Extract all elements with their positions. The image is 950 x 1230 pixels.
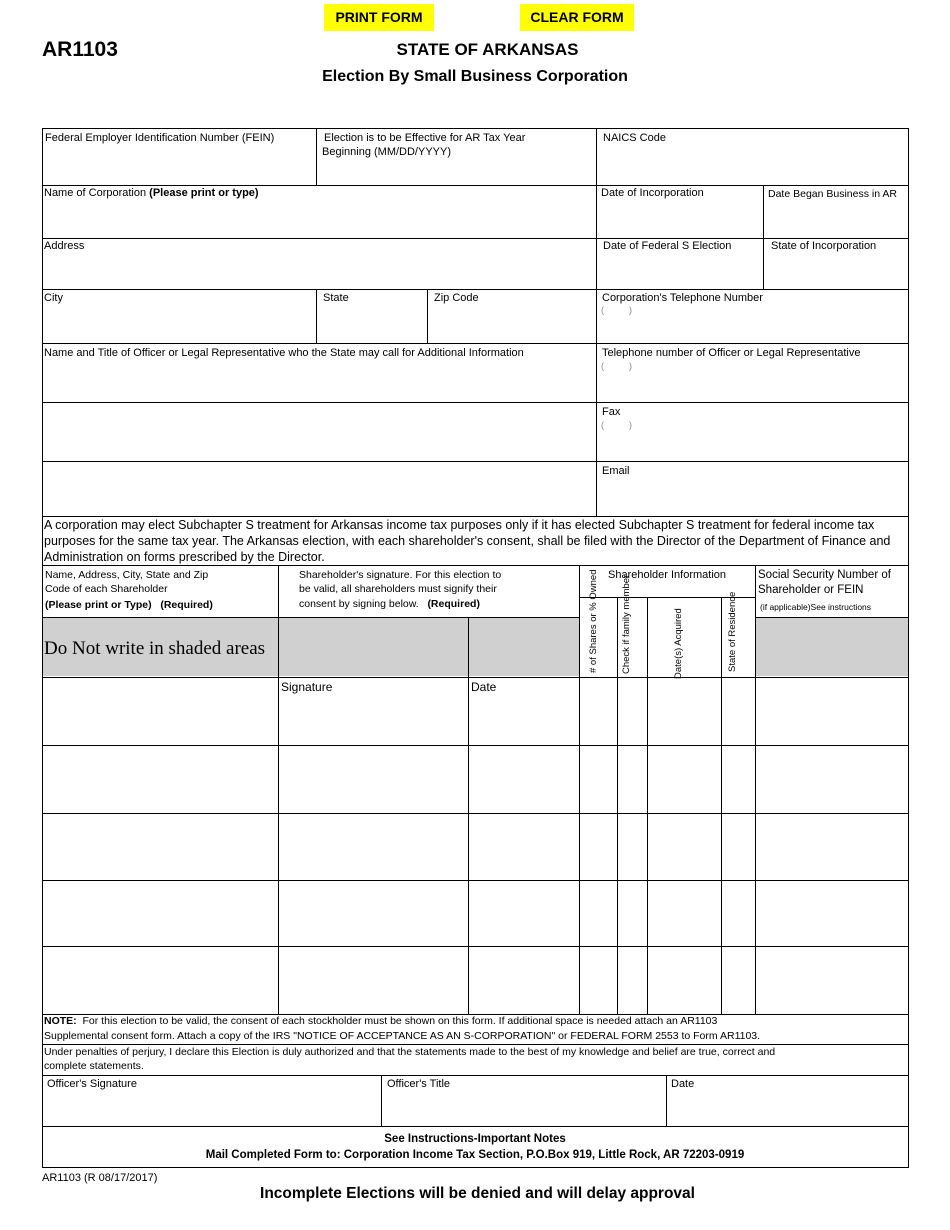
officer-title-label: Officer's Title: [387, 1078, 451, 1090]
note-line-2: Supplemental consent form. Attach a copy of the IRS "NOTICE OF ACCEPTANCE AS AN S-CORPORATION" or FEDERAL FORM 2553 to Form AR1103.: [44, 1030, 761, 1042]
officer-phone-input[interactable]: [598, 362, 906, 400]
perjury-line-1: Under penalties of perjury, I declare this Election is duly authorized and that the statements made to the best of my knowledge and belief are true, correct and: [44, 1046, 776, 1058]
state-residence-header: State of Residence: [727, 591, 738, 672]
officer-name-input[interactable]: [44, 362, 594, 400]
address-input[interactable]: [44, 254, 594, 287]
state-title: STATE OF ARKANSAS: [396, 40, 579, 59]
effective-label-1: Election is to be Effective for AR Tax Year: [324, 132, 526, 144]
corp-phone-mask: ( ): [601, 305, 632, 315]
officer-name-label: Name and Title of Officer or Legal Representative who the State may call for Additional Information: [44, 347, 524, 359]
zip-label: Zip Code: [434, 292, 479, 304]
col4-header-2: Shareholder or FEIN: [758, 584, 864, 596]
naics-label: NAICS Code: [603, 132, 666, 144]
date-incorporation-input[interactable]: [598, 202, 761, 236]
zip-input[interactable]: [429, 306, 594, 341]
state-incorporation-input[interactable]: [765, 254, 906, 287]
fax-input[interactable]: [598, 420, 906, 459]
mail-address: Mail Completed Form to: Corporation Income Tax Section, P.O.Box 919, Little Rock, AR 72203-0919: [205, 1149, 745, 1161]
officer-signature-label: Officer's Signature: [47, 1078, 137, 1090]
additional-info-input[interactable]: [44, 463, 594, 514]
effective-date-input[interactable]: [318, 160, 594, 183]
subchapter-s-paragraph: A corporation may elect Subchapter S treatment for Arkansas income tax purposes only if it has elected Subchapter S treatment for federal income tax purposes for the same tax year. The Arkansas election, with each shareholder's consent, shall be filed with the Director of the Department of Finance and Administration on forms prescribed by the Director.: [44, 518, 891, 564]
shaded-area-4: [756, 618, 908, 676]
signature-date-input[interactable]: [668, 1092, 906, 1124]
email-input[interactable]: [598, 480, 906, 514]
col2-header-1: Shareholder's signature. For this election to: [299, 569, 502, 581]
state-incorp-label: State of Incorporation: [771, 240, 877, 252]
col4-header-small: (if applicable)See instructions: [760, 602, 872, 612]
date-label: Date: [471, 680, 497, 694]
form-id: AR1103: [42, 38, 118, 61]
see-instructions: See Instructions-Important Notes: [384, 1133, 566, 1145]
col3-header: Shareholder Information: [607, 569, 726, 581]
print-form-button[interactable]: PRINT FORM: [324, 4, 434, 31]
revision-label: AR1103 (R 08/17/2017): [42, 1172, 158, 1184]
shaded-note: Do Not write in shaded areas: [44, 638, 266, 659]
shareholder-name-input[interactable]: [44, 882, 277, 944]
col1-header-required: (Please print or Type) (Required): [45, 599, 213, 611]
address-label: Address: [44, 240, 85, 252]
fax-mask: ( ): [601, 420, 632, 430]
officer-signature-input[interactable]: [44, 1092, 380, 1124]
corporation-name-input[interactable]: [44, 202, 594, 236]
corp-phone-input[interactable]: [598, 306, 906, 341]
officer-phone-mask: ( ): [601, 361, 632, 371]
perjury-line-2: complete statements.: [44, 1060, 144, 1072]
shareholder-name-input[interactable]: [44, 815, 277, 878]
naics-input[interactable]: [598, 146, 906, 183]
fein-label: Federal Employer Identification Number (FEIN): [45, 132, 275, 144]
note-line-1: NOTE: For this election to be valid, the consent of each stockholder must be shown on this form. If additional space is needed attach an AR1103: [44, 1015, 718, 1027]
shaded-area-2: [279, 618, 468, 676]
shareholder-name-input[interactable]: [44, 747, 277, 811]
form-title: Election By Small Business Corporation: [322, 68, 628, 85]
date-began-input[interactable]: [765, 202, 906, 236]
city-label: City: [44, 292, 63, 304]
effective-label-2: Beginning (MM/DD/YYYY): [322, 146, 451, 158]
col1-header-1: Name, Address, City, State and Zip: [45, 569, 209, 581]
date-fed-s-label: Date of Federal S Election: [603, 240, 732, 252]
state-input[interactable]: [318, 306, 425, 341]
dates-acquired-header: Date(s) Acquired: [673, 608, 684, 679]
fax-label: Fax: [602, 406, 621, 418]
shaded-area-3: [469, 618, 579, 676]
name-corp-label: Name of Corporation (Please print or type): [44, 187, 259, 199]
col1-header-2: Code of each Shareholder: [45, 583, 168, 595]
state-label: State: [323, 292, 349, 304]
email-label: Email: [602, 465, 630, 477]
signature-date-label: Date: [671, 1078, 695, 1090]
family-member-header: Check if family member: [621, 574, 632, 674]
shareholder-name-input[interactable]: [44, 679, 277, 743]
officer-title-input[interactable]: [383, 1092, 665, 1124]
date-incorp-label: Date of Incorporation: [601, 187, 704, 199]
date-federal-s-input[interactable]: [598, 254, 761, 287]
col4-header-1: Social Security Number of: [758, 569, 891, 581]
officer-phone-label: Telephone number of Officer or Legal Representative: [602, 347, 861, 359]
shareholder-name-input[interactable]: [44, 948, 277, 1012]
col2-header-2: be valid, all shareholders must signify their: [299, 583, 497, 595]
corp-phone-label: Corporation's Telephone Number: [602, 292, 763, 304]
fein-input[interactable]: [44, 146, 314, 183]
date-began-label: Date Began Business in AR: [768, 188, 897, 200]
signature-label: Signature: [281, 680, 333, 694]
city-input[interactable]: [44, 306, 314, 341]
officer-title-input[interactable]: [44, 404, 594, 459]
clear-form-button[interactable]: CLEAR FORM: [520, 4, 634, 31]
col2-header-3: consent by signing below. (Required): [299, 598, 480, 610]
incomplete-warning: Incomplete Elections will be denied and will delay approval: [260, 1185, 695, 1202]
shares-owned-header: # of Shares or % Owned: [588, 569, 599, 673]
